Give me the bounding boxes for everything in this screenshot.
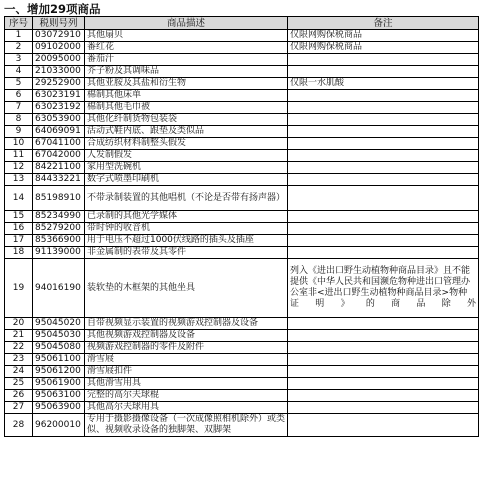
row-desc-cell: 滑雪屐 — [85, 354, 288, 366]
row-index-cell: 18 — [5, 247, 33, 259]
table-row — [5, 235, 479, 247]
row-code-cell: 84221100 — [33, 162, 85, 174]
row-note-cell — [288, 138, 479, 150]
table-row — [5, 402, 479, 414]
table-row — [5, 414, 479, 437]
table-row — [5, 102, 479, 114]
row-note-cell — [288, 378, 479, 390]
row-desc-cell: 自带视频显示装置的视频游戏控制器及设备 — [85, 318, 288, 330]
row-desc-cell: 带时钟的收音机 — [85, 223, 288, 235]
table-row — [5, 150, 479, 162]
row-code-cell: 95061200 — [33, 366, 85, 378]
row-desc-cell: 滑雪屐扣件 — [85, 366, 288, 378]
row-code-cell: 96200010 — [33, 414, 85, 437]
row-desc-cell: 其他亚胺及其盐和衍生物 — [85, 78, 288, 90]
row-code-cell: 85198910 — [33, 186, 85, 211]
row-code-cell: 09102000 — [33, 42, 85, 54]
table-row — [5, 366, 479, 378]
row-index-cell: 17 — [5, 235, 33, 247]
table-row — [5, 90, 479, 102]
row-code-cell: 95063900 — [33, 402, 85, 414]
row-note-cell — [288, 342, 479, 354]
row-note-cell — [288, 247, 479, 259]
table-row — [5, 342, 479, 354]
row-desc-cell: 番茄汁 — [85, 54, 288, 66]
table-row — [5, 259, 479, 318]
row-code-cell: 67042000 — [33, 150, 85, 162]
row-note-cell — [288, 414, 479, 437]
row-desc-cell: 其他视频游戏控制器及设备 — [85, 330, 288, 342]
row-desc-cell: 数字式喷墨印刷机 — [85, 174, 288, 186]
row-index-cell: 5 — [5, 78, 33, 90]
row-desc-cell: 专用于摄影摄像设备（一次成像照相机除外）或类似、视频收录设备的独脚架、双脚架 — [85, 414, 288, 437]
row-desc-cell: 家用型洗碗机 — [85, 162, 288, 174]
row-code-cell: 95063100 — [33, 390, 85, 402]
row-note-cell — [288, 102, 479, 114]
table-row — [5, 114, 479, 126]
row-index-cell: 10 — [5, 138, 33, 150]
row-code-cell: 85366900 — [33, 235, 85, 247]
row-index-cell: 28 — [5, 414, 33, 437]
table-header-row — [5, 17, 479, 30]
row-desc-cell: 人发制假发 — [85, 150, 288, 162]
table-row — [5, 247, 479, 259]
row-code-cell: 94016190 — [33, 259, 85, 318]
table-row — [5, 211, 479, 223]
row-note-cell — [288, 330, 479, 342]
row-note-cell — [288, 150, 479, 162]
row-desc-cell: 不带录制装置的其他唱机（不论是否带有扬声器） — [85, 186, 288, 211]
table-row — [5, 78, 479, 90]
row-index-cell: 16 — [5, 223, 33, 235]
row-index-cell: 21 — [5, 330, 33, 342]
row-index-cell: 9 — [5, 126, 33, 138]
row-desc-cell: 其他化纤制货物包装袋 — [85, 114, 288, 126]
row-index-cell: 8 — [5, 114, 33, 126]
row-desc-cell: 已录制的其他光学媒体 — [85, 211, 288, 223]
row-desc-cell: 其他滑雪用具 — [85, 378, 288, 390]
product-table — [4, 16, 479, 437]
row-note-cell — [288, 402, 479, 414]
row-index-cell: 19 — [5, 259, 33, 318]
table-row — [5, 42, 479, 54]
row-index-cell: 20 — [5, 318, 33, 330]
row-note-cell: 仅限网购保税商品 — [288, 42, 479, 54]
row-note-cell — [288, 174, 479, 186]
row-code-cell: 95045020 — [33, 318, 85, 330]
row-index-cell: 14 — [5, 186, 33, 211]
table-row — [5, 162, 479, 174]
row-index-cell: 24 — [5, 366, 33, 378]
table-row — [5, 174, 479, 186]
row-code-cell: 85234990 — [33, 211, 85, 223]
row-note-cell — [288, 66, 479, 78]
row-index-cell: 2 — [5, 42, 33, 54]
row-index-cell: 3 — [5, 54, 33, 66]
row-index-cell: 12 — [5, 162, 33, 174]
row-index-cell: 7 — [5, 102, 33, 114]
row-note-cell — [288, 318, 479, 330]
row-note-cell — [288, 114, 479, 126]
row-index-cell: 22 — [5, 342, 33, 354]
table-row — [5, 138, 479, 150]
row-index-cell: 13 — [5, 174, 33, 186]
row-code-cell: 21033000 — [33, 66, 85, 78]
row-code-cell: 95045030 — [33, 330, 85, 342]
row-code-cell: 85279200 — [33, 223, 85, 235]
row-index-cell: 26 — [5, 390, 33, 402]
row-desc-cell: 视频游戏控制器的零件及附件 — [85, 342, 288, 354]
row-desc-cell: 装软垫的木框架的其他坐具 — [85, 259, 288, 318]
table-row — [5, 378, 479, 390]
row-desc-cell: 其他扇贝 — [85, 30, 288, 42]
header-code: 税则号列 — [33, 17, 85, 30]
table-row — [5, 330, 479, 342]
row-index-cell: 15 — [5, 211, 33, 223]
row-code-cell: 03072910 — [33, 30, 85, 42]
row-code-cell: 64069091 — [33, 126, 85, 138]
row-code-cell: 29252900 — [33, 78, 85, 90]
row-note-cell — [288, 211, 479, 223]
table-row — [5, 318, 479, 330]
row-code-cell: 91139000 — [33, 247, 85, 259]
row-desc-cell: 活动式鞋内底、跟垫及类似品 — [85, 126, 288, 138]
row-code-cell: 84433221 — [33, 174, 85, 186]
row-note-cell — [288, 354, 479, 366]
row-index-cell: 11 — [5, 150, 33, 162]
row-note-cell — [288, 90, 479, 102]
table-row — [5, 223, 479, 235]
row-desc-cell: 非金属制的表带及其零件 — [85, 247, 288, 259]
row-index-cell: 25 — [5, 378, 33, 390]
row-note-cell: 仅限一水肌酸 — [288, 78, 479, 90]
row-desc-cell: 其他高尔夫球用具 — [85, 402, 288, 414]
row-code-cell: 95061900 — [33, 378, 85, 390]
row-index-cell: 6 — [5, 90, 33, 102]
table-row — [5, 66, 479, 78]
row-desc-cell: 完整的高尔夫球棍 — [85, 390, 288, 402]
row-note-cell: 仅限网购保税商品 — [288, 30, 479, 42]
row-code-cell: 67041100 — [33, 138, 85, 150]
row-desc-cell: 用于电压不超过1000伏线路的插头及插座 — [85, 235, 288, 247]
row-code-cell: 20095000 — [33, 54, 85, 66]
table-row — [5, 390, 479, 402]
row-code-cell: 63023192 — [33, 102, 85, 114]
row-code-cell: 63023191 — [33, 90, 85, 102]
row-note-cell — [288, 390, 479, 402]
table-row — [5, 54, 479, 66]
header-note: 备注 — [288, 17, 479, 30]
row-index-cell: 4 — [5, 66, 33, 78]
row-index-cell: 1 — [5, 30, 33, 42]
header-desc: 商品描述 — [85, 17, 288, 30]
row-index-cell: 23 — [5, 354, 33, 366]
row-desc-cell: 番红花 — [85, 42, 288, 54]
row-note-cell — [288, 54, 479, 66]
row-note-cell: 列入《进出口野生动植物种商品目录》且不能提供《中华人民共和国濒危物种进出口管理办公室非<进出口野生动植物种商品目录>物种证明》的商品除外 — [288, 259, 479, 318]
table-row — [5, 186, 479, 211]
row-note-cell — [288, 366, 479, 378]
row-desc-cell: 棉制其他床单 — [85, 90, 288, 102]
row-note-cell — [288, 126, 479, 138]
row-desc-cell: 棉制其他毛巾被 — [85, 102, 288, 114]
row-note-cell — [288, 223, 479, 235]
row-note-cell — [288, 162, 479, 174]
row-desc-cell: 合成纺织材料制整头假发 — [85, 138, 288, 150]
row-code-cell: 63053900 — [33, 114, 85, 126]
header-index: 序号 — [5, 17, 33, 30]
row-code-cell: 95045080 — [33, 342, 85, 354]
table-row — [5, 354, 479, 366]
section-title: 一、增加29项商品 — [4, 2, 101, 16]
row-note-cell — [288, 186, 479, 211]
row-code-cell: 95061100 — [33, 354, 85, 366]
row-index-cell: 27 — [5, 402, 33, 414]
row-desc-cell: 芥子粉及其调味品 — [85, 66, 288, 78]
table-row — [5, 30, 479, 42]
table-row — [5, 126, 479, 138]
row-note-cell — [288, 235, 479, 247]
